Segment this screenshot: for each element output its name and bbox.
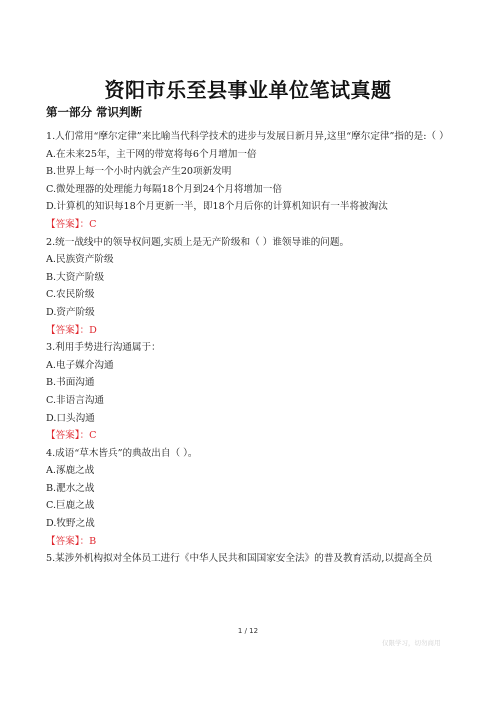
option-c: C.微处理器的处理能力每隔18个月到24个月将增加一倍 — [46, 183, 282, 195]
question-4 — [46, 445, 454, 551]
page-indicator: 1 / 12 — [237, 627, 259, 635]
option-d: D.口头沟通 — [46, 412, 95, 424]
option-a: A.民族资产阶级 — [46, 254, 114, 266]
option-c: C.巨鹿之战 — [46, 500, 95, 512]
document-title: 资阳市乐至县事业单位笔试真题 — [104, 78, 392, 102]
question-list — [46, 128, 454, 568]
question-stem: 4.成语“草木皆兵”的典故出自（ ）。 — [46, 447, 198, 459]
answer-label: 【答案】：B — [46, 535, 97, 547]
option-b: B.世界上每一个小时内就会产生20项新发明 — [46, 166, 232, 178]
question-3 — [46, 339, 454, 445]
option-a: A.涿鹿之战 — [46, 465, 95, 477]
question-2 — [46, 234, 454, 340]
option-c: C.农民阶级 — [46, 289, 95, 301]
question-stem: 5.某涉外机构拟对全体员工进行《中华人民共和国国家安全法》的普及教育活动,以提高全员 — [46, 553, 433, 565]
answer-label: 【答案】：D — [46, 324, 97, 336]
option-c: C.非语言沟通 — [46, 394, 105, 406]
option-d: D.计算机的知识每18个月更新一半，即18个月后你的计算机知识有一半将被淘汰 — [46, 201, 388, 213]
option-b: B.淝水之战 — [46, 482, 95, 494]
option-b: B.书面沟通 — [46, 377, 95, 389]
question-1 — [46, 128, 454, 234]
option-d: D.资产阶级 — [46, 306, 95, 318]
watermark: 仅限学习，切勿商用 — [382, 639, 441, 647]
answer-label: 【答案】：C — [46, 430, 97, 442]
question-stem: 2.统一战线中的领导权问题,实质上是无产阶级和（ ）谁领导谁的问题。 — [46, 236, 350, 248]
question-stem: 1.人们常用“摩尔定律”来比喻当代科学技术的进步与发展日新月异,这里“摩尔定律”指的是:（ ） — [46, 131, 449, 142]
option-d: D.牧野之战 — [46, 518, 95, 530]
question-stem: 3.利用手势进行沟通属于： — [46, 342, 161, 354]
option-b: B.大资产阶级 — [46, 271, 105, 283]
answer-label: 【答案】：C — [46, 218, 97, 230]
question-5 — [46, 550, 454, 568]
section-heading: 第一部分 常识判断 — [46, 105, 143, 119]
option-a: A.在未来25年，主干网的带宽将每6个月增加一倍 — [46, 148, 257, 160]
option-a: A.电子媒介沟通 — [46, 359, 114, 371]
